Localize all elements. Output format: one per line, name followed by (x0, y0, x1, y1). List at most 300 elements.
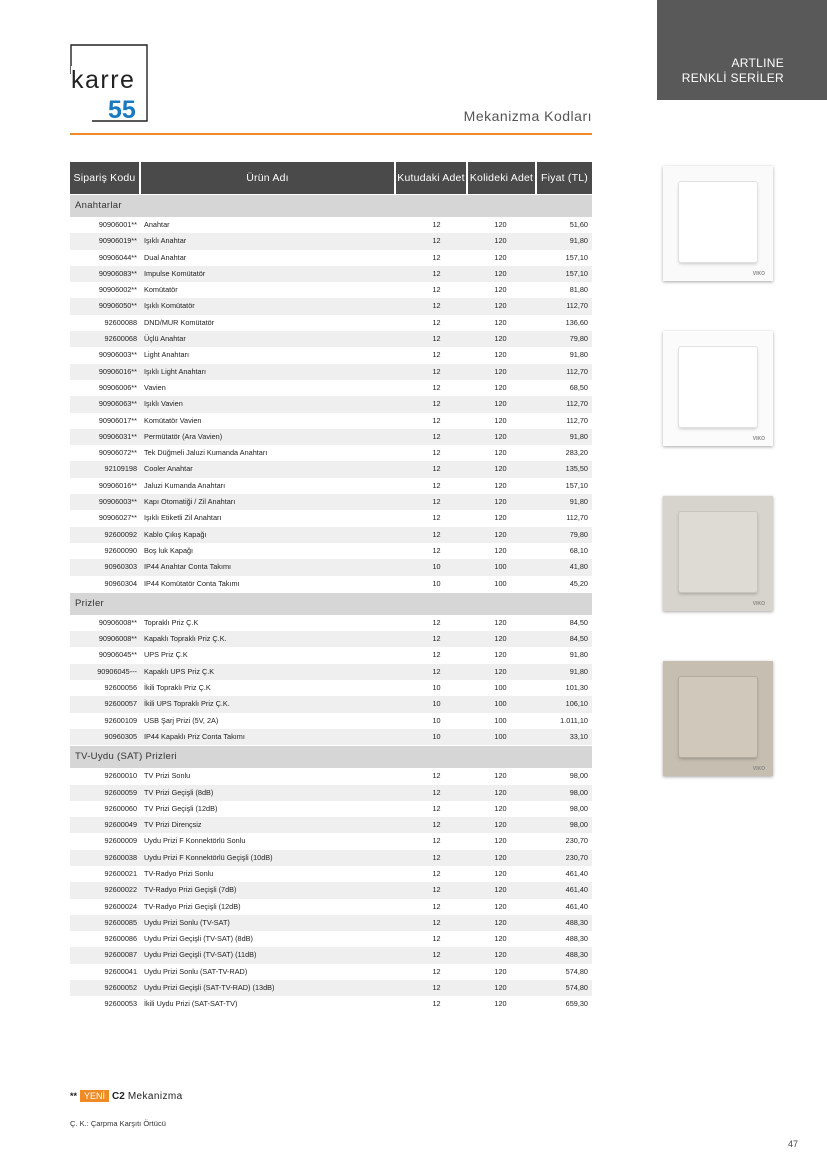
table-row (70, 527, 592, 543)
box-qty-cell: 12 (432, 650, 441, 660)
product-name-cell: Vavien (144, 382, 166, 392)
carton-qty-cell: 120 (494, 868, 507, 878)
product-name-cell: TV Prizi Geçişli (12dB) (144, 803, 218, 813)
carton-qty-cell: 120 (494, 236, 507, 246)
order-code-cell: 92600090 (104, 545, 137, 555)
table-row (70, 380, 592, 396)
table-section-header: TV-Uydu (SAT) Prizleri (70, 746, 592, 768)
product-name-cell: USB Şarj Prizi (5V, 2A) (144, 715, 219, 725)
price-cell: 91,80 (569, 650, 588, 660)
section-title: Mekanizma Kodları (463, 108, 592, 124)
product-name-cell: Boş luk Kapağı (144, 545, 194, 555)
carton-qty-cell: 120 (494, 966, 507, 976)
table-row (70, 631, 592, 647)
order-code-cell: 92600059 (104, 787, 137, 797)
price-cell: 98,00 (569, 787, 588, 797)
plate-brand: VIKO (752, 436, 765, 442)
table-row (70, 233, 592, 249)
price-cell: 81,80 (569, 285, 588, 295)
product-name-cell: Uydu Prizi Geçişli (TV-SAT) (8dB) (144, 934, 253, 944)
product-name-cell: Light Anahtarı (144, 350, 190, 360)
product-name-cell: TV-Radyo Prizi Geçişli (7dB) (144, 885, 237, 895)
product-name-cell: Komütatör (144, 285, 178, 295)
table-row (70, 396, 592, 412)
header-carton-qty: Kolideki Adet (468, 162, 535, 194)
price-cell: 79,80 (569, 529, 588, 539)
price-table (70, 162, 592, 1013)
order-code-cell: 92600049 (104, 820, 137, 830)
product-name-cell: Uydu Prizi F Konnektörlü Sonlu (144, 836, 246, 846)
product-name-cell: Tek Düğmeli Jaluzi Kumanda Anahtarı (144, 448, 268, 458)
price-cell: 79,80 (569, 334, 588, 344)
product-name-cell: TV Prizi Geçişli (8dB) (144, 787, 214, 797)
carton-qty-cell: 120 (494, 771, 507, 781)
order-code-cell: 90906002** (98, 285, 137, 295)
price-cell: 68,50 (569, 382, 588, 392)
carton-qty-cell: 100 (494, 683, 507, 693)
price-cell: 41,80 (569, 562, 588, 572)
box-qty-cell: 12 (432, 285, 441, 295)
series-line-2: RENKLİ SERİLER (681, 71, 784, 85)
order-code-cell: 90960304 (104, 578, 137, 588)
table-row (70, 866, 592, 882)
order-code-cell: 92600087 (104, 950, 137, 960)
order-code-cell: 90906045** (98, 650, 137, 660)
box-qty-cell: 12 (432, 480, 441, 490)
price-cell: 91,80 (569, 497, 588, 507)
order-code-cell: 90906006** (98, 382, 137, 392)
carton-qty-cell: 120 (494, 513, 507, 523)
box-qty-cell: 10 (432, 731, 441, 741)
box-qty-cell: 12 (432, 545, 441, 555)
carton-qty-cell: 120 (494, 350, 507, 360)
product-name-cell: Işıklı Komütatör (144, 301, 195, 311)
price-cell: 136,60 (565, 317, 588, 327)
carton-qty-cell: 120 (494, 999, 507, 1009)
table-row (70, 729, 592, 745)
box-qty-cell: 12 (432, 934, 441, 944)
box-qty-cell: 12 (432, 431, 441, 441)
order-code-cell: 92600088 (104, 317, 137, 327)
series-corner-banner (657, 0, 827, 100)
price-cell: 112,70 (566, 399, 588, 409)
box-qty-cell: 12 (432, 771, 441, 781)
table-row (70, 964, 592, 980)
price-cell: 574,80 (565, 966, 588, 976)
order-code-cell: 90906008** (98, 634, 137, 644)
box-qty-cell: 12 (432, 415, 441, 425)
box-qty-cell: 12 (432, 382, 441, 392)
switch-rocker (679, 347, 757, 427)
switch-rocker (679, 182, 757, 262)
product-name-cell: Uydu Prizi Geçişli (SAT-TV-RAD) (13dB) (144, 983, 275, 993)
carton-qty-cell: 120 (494, 334, 507, 344)
table-row (70, 494, 592, 510)
c2-label: C2 (112, 1090, 125, 1102)
price-cell: 68,10 (569, 545, 588, 555)
product-name-cell: Komütatör Vavien (144, 415, 202, 425)
order-code-cell: 92600068 (104, 334, 137, 344)
carton-qty-cell: 120 (494, 934, 507, 944)
header-box-qty: Kutudaki Adet (396, 162, 466, 194)
table-row (70, 996, 592, 1012)
order-code-cell: 92109198 (104, 464, 137, 474)
price-cell: 230,70 (565, 836, 588, 846)
switch-plate-beige (663, 661, 773, 776)
table-row (70, 282, 592, 298)
order-code-cell: 90906063** (98, 399, 137, 409)
carton-qty-cell: 120 (494, 650, 507, 660)
box-qty-cell: 12 (432, 803, 441, 813)
box-qty-cell: 12 (432, 901, 441, 911)
price-cell: 283,20 (565, 448, 588, 458)
product-name-cell: Işıklı Light Anahtarı (144, 366, 207, 376)
product-name-cell: IP44 Anahtar Conta Takımı (144, 562, 232, 572)
abbreviation-note: Ç. K.: Çarpma Karşıtı Örtücü (70, 1119, 166, 1128)
product-name-cell: Jaluzi Kumanda Anahtarı (144, 480, 226, 490)
order-code-cell: 90906008** (98, 617, 137, 627)
carton-qty-cell: 120 (494, 529, 507, 539)
price-cell: 98,00 (569, 820, 588, 830)
carton-qty-cell: 120 (494, 617, 507, 627)
footnote-stars: ** (70, 1091, 78, 1101)
box-qty-cell: 12 (432, 634, 441, 644)
order-code-cell: 92600053 (104, 999, 137, 1009)
table-row (70, 250, 592, 266)
box-qty-cell: 10 (432, 562, 441, 572)
order-code-cell: 90906050** (98, 301, 137, 311)
table-row (70, 768, 592, 784)
box-qty-cell: 12 (432, 885, 441, 895)
box-qty-cell: 12 (432, 252, 441, 262)
title-rule (70, 133, 592, 135)
price-cell: 659,30 (565, 999, 588, 1009)
order-code-cell: 92600041 (104, 966, 137, 976)
karre-logo (70, 44, 152, 126)
box-qty-cell: 12 (432, 448, 441, 458)
product-name-cell: Permütatör (Ara Vavien) (144, 431, 223, 441)
table-row (70, 266, 592, 282)
table-row (70, 315, 592, 331)
product-name-cell: Kapaklı Topraklı Priz Ç.K. (144, 634, 227, 644)
box-qty-cell: 12 (432, 852, 441, 862)
product-name-cell: Işıklı Vavien (144, 399, 183, 409)
product-name-cell: İkili Uydu Prizi (SAT-SAT-TV) (144, 999, 238, 1009)
carton-qty-cell: 120 (494, 464, 507, 474)
plate-brand: VIKO (752, 766, 765, 772)
carton-qty-cell: 120 (494, 917, 507, 927)
price-cell: 112,70 (566, 301, 588, 311)
box-qty-cell: 12 (432, 787, 441, 797)
price-cell: 91,80 (569, 350, 588, 360)
table-row (70, 931, 592, 947)
page-number: 47 (787, 1139, 798, 1149)
table-row (70, 543, 592, 559)
carton-qty-cell: 120 (494, 382, 507, 392)
product-name-cell: Uydu Prizi Geçişli (TV-SAT) (11dB) (144, 950, 257, 960)
table-row (70, 429, 592, 445)
table-row (70, 696, 592, 712)
order-code-cell: 92600085 (104, 917, 137, 927)
price-cell: 461,40 (565, 885, 588, 895)
table-body (70, 195, 592, 1013)
table-row (70, 899, 592, 915)
price-cell: 488,30 (565, 950, 588, 960)
order-code-cell: 90960305 (104, 731, 137, 741)
table-section-header: Anahtarlar (70, 195, 592, 217)
table-row (70, 664, 592, 680)
carton-qty-cell: 120 (494, 803, 507, 813)
carton-qty-cell: 120 (494, 252, 507, 262)
table-row (70, 647, 592, 663)
table-row (70, 680, 592, 696)
order-code-cell: 90906027** (98, 513, 137, 523)
carton-qty-cell: 120 (494, 301, 507, 311)
carton-qty-cell: 120 (494, 787, 507, 797)
price-cell: 98,00 (569, 771, 588, 781)
price-cell: 91,80 (569, 666, 588, 676)
price-cell: 488,30 (565, 917, 588, 927)
product-name-cell: Uydu Prizi Sonlu (SAT-TV-RAD) (144, 966, 248, 976)
product-name-cell: IP44 Komütatör Conta Takımı (144, 578, 240, 588)
product-name-cell: Uydu Prizi F Konnektörlü Geçişli (10dB) (144, 852, 273, 862)
box-qty-cell: 12 (432, 836, 441, 846)
box-qty-cell: 12 (432, 868, 441, 878)
carton-qty-cell: 120 (494, 317, 507, 327)
product-name-cell: Cooler Anahtar (144, 464, 193, 474)
box-qty-cell: 12 (432, 464, 441, 474)
price-cell: 91,80 (569, 236, 588, 246)
table-row (70, 947, 592, 963)
carton-qty-cell: 100 (494, 699, 507, 709)
table-row (70, 478, 592, 494)
header-price: Fiyat (TL) (537, 162, 592, 194)
carton-qty-cell: 120 (494, 836, 507, 846)
order-code-cell: 92600009 (104, 836, 137, 846)
order-code-cell: 92600038 (104, 852, 137, 862)
carton-qty-cell: 120 (494, 983, 507, 993)
order-code-cell: 92600010 (104, 771, 137, 781)
box-qty-cell: 12 (432, 999, 441, 1009)
carton-qty-cell: 120 (494, 220, 507, 229)
box-qty-cell: 12 (432, 617, 441, 627)
series-line-1: ARTLINE (731, 56, 784, 70)
carton-qty-cell: 120 (494, 431, 507, 441)
carton-qty-cell: 120 (494, 820, 507, 830)
plate-brand: VIKO (752, 271, 765, 277)
price-cell: 91,80 (569, 431, 588, 441)
price-cell: 84,50 (569, 617, 588, 627)
price-cell: 112,70 (566, 415, 588, 425)
price-cell: 51,60 (569, 220, 588, 229)
price-cell: 157,10 (565, 480, 588, 490)
box-qty-cell: 12 (432, 220, 441, 229)
box-qty-cell: 12 (432, 820, 441, 830)
order-code-cell: 90906045--- (97, 666, 137, 676)
table-row (70, 347, 592, 363)
product-name-cell: UPS Priz Ç.K (144, 650, 188, 660)
price-cell: 101,30 (565, 683, 588, 693)
carton-qty-cell: 120 (494, 634, 507, 644)
table-row (70, 413, 592, 429)
box-qty-cell: 12 (432, 513, 441, 523)
box-qty-cell: 12 (432, 950, 441, 960)
order-code-cell: 92600092 (104, 529, 137, 539)
order-code-cell: 92600021 (104, 868, 137, 878)
product-name-cell: DND/MUR Komütatör (144, 317, 215, 327)
box-qty-cell: 12 (432, 268, 441, 278)
price-cell: 98,00 (569, 803, 588, 813)
price-cell: 135,50 (565, 464, 588, 474)
carton-qty-cell: 120 (494, 852, 507, 862)
carton-qty-cell: 120 (494, 366, 507, 376)
box-qty-cell: 10 (432, 715, 441, 725)
box-qty-cell: 12 (432, 983, 441, 993)
price-cell: 230,70 (565, 852, 588, 862)
footnote-text: Mekanizma (127, 1090, 183, 1102)
price-cell: 461,40 (565, 868, 588, 878)
table-row (70, 817, 592, 833)
order-code-cell: 90906003** (98, 350, 137, 360)
order-code-cell: 90906019** (98, 236, 137, 246)
table-row (70, 785, 592, 801)
box-qty-cell: 12 (432, 236, 441, 246)
box-qty-cell: 12 (432, 529, 441, 539)
product-name-cell: Kablo Çıkış Kapağı (144, 529, 207, 539)
table-row (70, 713, 592, 729)
carton-qty-cell: 100 (494, 578, 507, 588)
product-name-cell: Uydu Prizi Sonlu (TV-SAT) (144, 917, 230, 927)
order-code-cell: 90906016** (98, 480, 137, 490)
price-cell: 157,10 (565, 268, 588, 278)
order-code-cell: 90906083** (98, 268, 137, 278)
product-name-cell: IP44 Kapaklı Priz Conta Takımı (144, 731, 245, 741)
carton-qty-cell: 120 (494, 666, 507, 676)
box-qty-cell: 10 (432, 578, 441, 588)
carton-qty-cell: 120 (494, 950, 507, 960)
carton-qty-cell: 120 (494, 448, 507, 458)
order-code-cell: 90906044** (98, 252, 137, 262)
table-row (70, 615, 592, 631)
product-name-cell: Impulse Komütatör (144, 268, 206, 278)
product-name-cell: Kapaklı UPS Priz Ç.K (144, 666, 215, 676)
product-name-cell: Topraklı Priz Ç.K (144, 617, 199, 627)
table-row (70, 331, 592, 347)
order-code-cell: 92600109 (104, 715, 137, 725)
table-section-rows (70, 615, 592, 745)
price-cell: 84,50 (569, 634, 588, 644)
table-row (70, 915, 592, 931)
table-row (70, 559, 592, 575)
order-code-cell: 90906003** (98, 497, 137, 507)
footnote-legend (70, 1090, 183, 1102)
table-row (70, 980, 592, 996)
carton-qty-cell: 120 (494, 497, 507, 507)
table-section-rows (70, 768, 592, 1012)
switch-plate-cream (663, 496, 773, 611)
box-qty-cell: 12 (432, 366, 441, 376)
product-name-cell: TV Prizi Sonlu (144, 771, 191, 781)
order-code-cell: 90960303 (104, 562, 137, 572)
order-code-cell: 92600086 (104, 934, 137, 944)
box-qty-cell: 10 (432, 699, 441, 709)
box-qty-cell: 12 (432, 301, 441, 311)
order-code-cell: 92600056 (104, 683, 137, 693)
switch-rocker (679, 512, 757, 592)
price-cell: 33,10 (569, 731, 588, 741)
header-order-code: Sipariş Kodu (70, 162, 139, 194)
box-qty-cell: 12 (432, 666, 441, 676)
carton-qty-cell: 120 (494, 545, 507, 555)
price-cell: 574,80 (565, 983, 588, 993)
table-row (70, 576, 592, 592)
table-row (70, 510, 592, 526)
table-header (70, 162, 592, 194)
table-row (70, 882, 592, 898)
order-code-cell: 92600024 (104, 901, 137, 911)
product-name-cell: TV Prizi Dirençsiz (144, 820, 202, 830)
switch-plate-white-2 (663, 331, 773, 446)
carton-qty-cell: 100 (494, 731, 507, 741)
order-code-cell: 92600060 (104, 803, 137, 813)
carton-qty-cell: 120 (494, 285, 507, 295)
product-name-cell: Dual Anahtar (144, 252, 187, 262)
product-name-cell: İkili UPS Topraklı Priz Ç.K. (144, 699, 230, 709)
table-row (70, 217, 592, 233)
price-cell: 112,70 (566, 366, 588, 376)
product-name-cell: Üçlü Anahtar (144, 334, 186, 344)
logo-word: karre (71, 66, 136, 94)
product-name-cell: TV-Radyo Prizi Sonlu (144, 868, 214, 878)
order-code-cell: 92600052 (104, 983, 137, 993)
price-cell: 157,10 (565, 252, 588, 262)
table-row (70, 833, 592, 849)
new-badge: YENİ (80, 1090, 109, 1102)
box-qty-cell: 10 (432, 683, 441, 693)
table-row (70, 801, 592, 817)
box-qty-cell: 12 (432, 399, 441, 409)
switch-rocker (679, 677, 757, 757)
price-cell: 106,10 (565, 699, 588, 709)
header-product-name: Ürün Adı (141, 162, 394, 194)
table-row (70, 298, 592, 314)
box-qty-cell: 12 (432, 350, 441, 360)
product-name-cell: Işıklı Etiketli Zil Anahtarı (144, 513, 222, 523)
order-code-cell: 90906031** (98, 431, 137, 441)
logo-number: 55 (108, 96, 136, 124)
price-cell: 488,30 (565, 934, 588, 944)
price-cell: 112,70 (566, 513, 588, 523)
carton-qty-cell: 120 (494, 399, 507, 409)
box-qty-cell: 12 (432, 966, 441, 976)
carton-qty-cell: 120 (494, 480, 507, 490)
box-qty-cell: 12 (432, 917, 441, 927)
carton-qty-cell: 120 (494, 415, 507, 425)
order-code-cell: 90906016** (98, 366, 137, 376)
table-row (70, 461, 592, 477)
table-row (70, 850, 592, 866)
order-code-cell: 90906017** (98, 415, 137, 425)
price-cell: 45,20 (569, 578, 588, 588)
order-code-cell: 90906001** (98, 220, 137, 229)
price-cell: 461,40 (565, 901, 588, 911)
order-code-cell: 92600022 (104, 885, 137, 895)
box-qty-cell: 12 (432, 334, 441, 344)
order-code-cell: 90906072** (98, 448, 137, 458)
table-row (70, 364, 592, 380)
table-section-header: Prizler (70, 593, 592, 615)
carton-qty-cell: 100 (494, 562, 507, 572)
